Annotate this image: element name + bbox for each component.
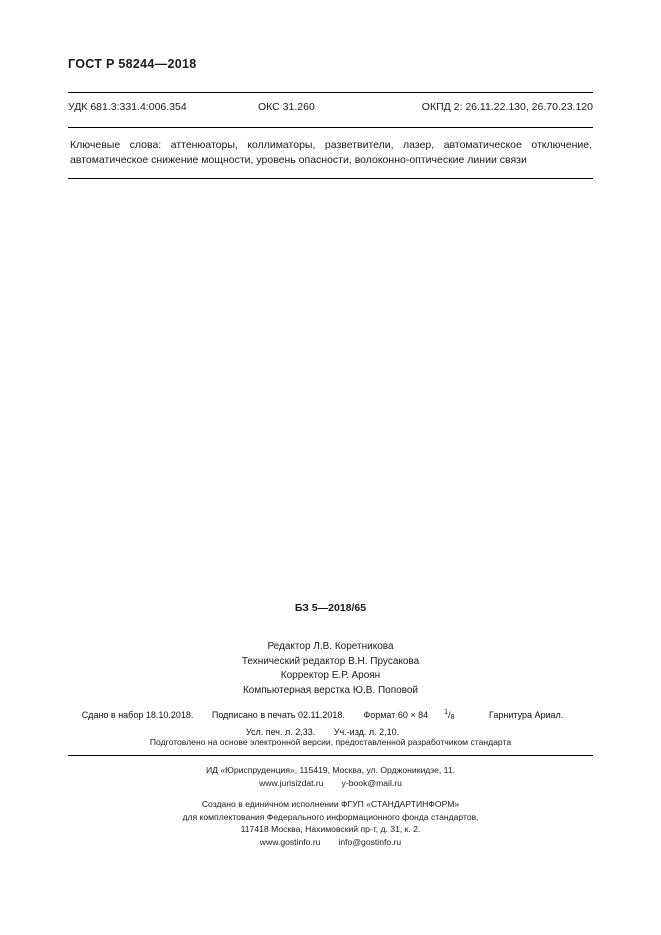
classification-codes-row bbox=[68, 101, 593, 113]
credit-layout: Компьютерная верстка Ю.В. Поповой bbox=[242, 684, 419, 696]
gostinfo-website[interactable]: www.gostinfo.ru bbox=[259, 836, 321, 847]
typeface: Гарнитура Ариал. bbox=[488, 710, 564, 720]
divider-bottom bbox=[68, 178, 593, 179]
keywords-paragraph: Ключевые слова: аттенюаторы, коллиматоры, разветвители, лазер, автоматическое отключение, автоматическое снижение мощности, уровень опасности, волоконно-оптические линии связи bbox=[70, 139, 592, 166]
standartinform-address: 117418 Москва, Нахимовский пр-т, д. 31, к. 2. bbox=[240, 824, 421, 834]
credit-technical-editor: Технический редактор В.Н. Прусакова bbox=[241, 655, 420, 667]
paper-format: Формат 60 × 84 $^1/_8$ bbox=[363, 710, 470, 720]
prepared-note: Подготовлено на основе электронной версии, предоставленной разработчиком стандарта bbox=[149, 737, 512, 747]
oks-code: ОКС 31.260 bbox=[258, 101, 315, 113]
publisher-address: ИД «Юриспруденция», 115419, Москва, ул. Орджоникидзе, 11. bbox=[205, 765, 455, 775]
date-submitted: Сдано в набор 18.10.2018. bbox=[81, 710, 194, 720]
credit-corrector: Корректор Е.Р. Ароян bbox=[280, 670, 381, 681]
divider-footer bbox=[68, 755, 593, 756]
publisher-block bbox=[0, 764, 661, 848]
okpd-code: ОКПД 2: 26.11.22.130, 26.70.23.120 bbox=[421, 101, 593, 113]
publisher-website[interactable]: www.jurisizdat.ru bbox=[259, 777, 324, 788]
standartinform-contacts bbox=[0, 836, 661, 849]
print-info-row-1 bbox=[0, 706, 661, 725]
divider-top bbox=[68, 92, 593, 93]
bz-code: БЗ 5—2018/65 bbox=[294, 602, 367, 614]
standartinform-line-2: для комплектования Федерального информационного фонда стандартов, bbox=[182, 811, 479, 822]
divider-middle bbox=[68, 127, 593, 128]
print-info-block bbox=[0, 706, 661, 739]
date-signed: Подписано в печать 02.11.2018. bbox=[211, 710, 345, 720]
publisher-contacts bbox=[0, 777, 661, 790]
usl-sheets: Усл. печ. л. 2,33. bbox=[245, 727, 316, 737]
uch-sheets: Уч.-изд. л. 2,10. bbox=[333, 727, 400, 737]
gostinfo-email[interactable]: info@gostinfo.ru bbox=[338, 836, 402, 847]
page-title: ГОСТ Р 58244—2018 bbox=[68, 57, 197, 71]
credit-editor: Редактор Л.В. Коретникова bbox=[267, 641, 394, 652]
credits-block bbox=[0, 640, 661, 698]
standartinform-line-1: Создано в единичном исполнении ФГУП «СТАНДАРТИНФОРМ» bbox=[201, 799, 460, 809]
format-fraction: $^1/_8$ bbox=[444, 709, 455, 721]
spacer bbox=[0, 789, 661, 798]
udk-code: УДК 681.3:331.4:006.354 bbox=[68, 101, 187, 113]
publisher-email[interactable]: y-book@mail.ru bbox=[341, 777, 402, 788]
